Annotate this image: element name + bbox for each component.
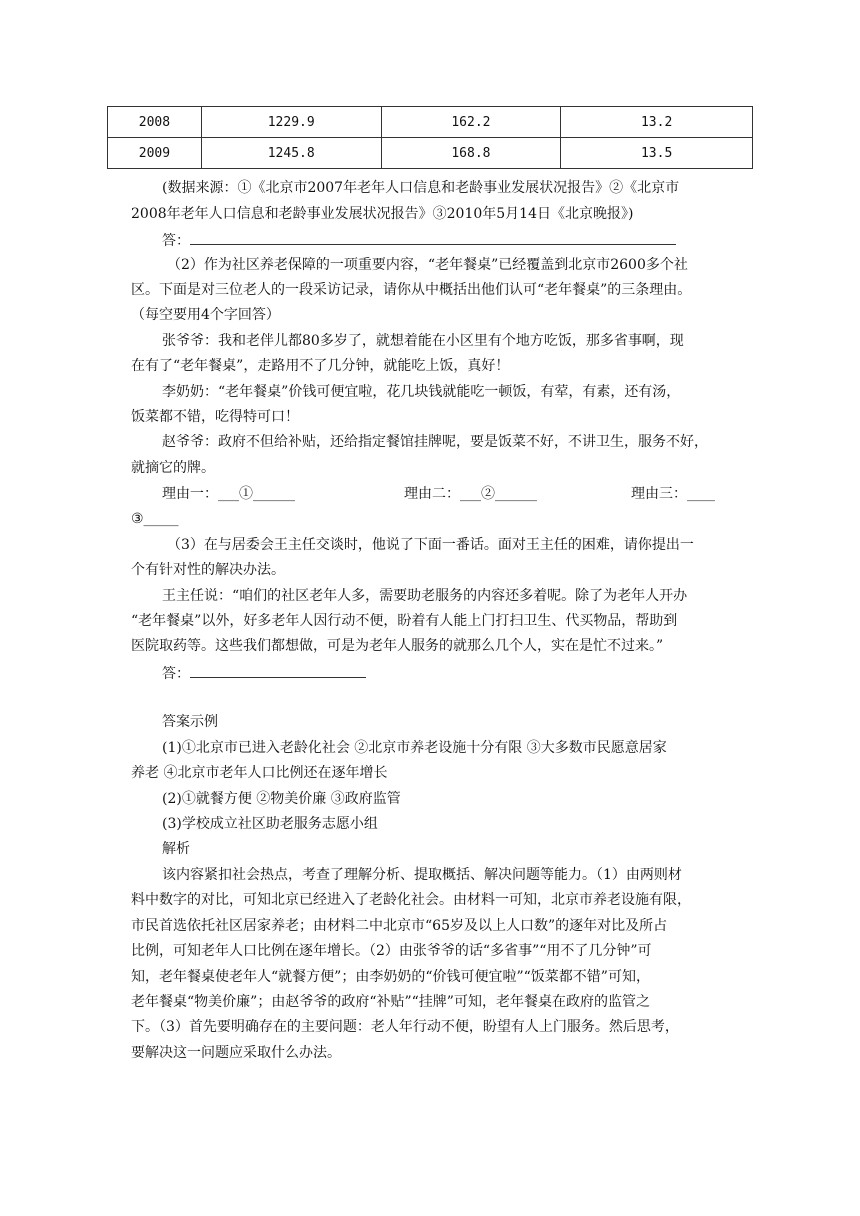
source-note-line: 2008年老年人口信息和老龄事业发展状况报告》③2010年5月14日《北京晚报》)	[131, 206, 634, 222]
interview-zhao: 赵爷爷：政府不但给补贴，还给指定餐馆挂牌呢，要是饭菜不好，不讲卫生，服务不好，	[162, 434, 708, 450]
table-row	[108, 138, 753, 169]
analysis-heading: 解析	[162, 841, 190, 857]
answer-line-1	[162, 230, 676, 250]
analysis-line: 料中数字的对比，可知北京已经进入了老龄化社会。由材料一可知，北京市养老设施有限，	[131, 892, 691, 908]
interview-zhao: 就摘它的牌。	[131, 460, 215, 476]
answer-2: (2)①就餐方便 ②物美价廉 ③政府监管	[162, 791, 401, 807]
analysis-line: 该内容紧扣社会热点，考查了理解分析、提取概括、解决问题等能力。（1）由两则材	[162, 867, 682, 883]
q3-line: 个有针对性的解决办法。	[131, 562, 285, 578]
analysis-line: 要解决这一问题应采取什么办法。	[131, 1045, 341, 1061]
table-cell: 2008	[108, 107, 202, 138]
director-wang-quote: 王主任说：“咱们的社区老年人多，需要助老服务的内容还多着呢。除了为老年人开办	[162, 588, 688, 604]
director-wang-quote: 医院取药等。这些我们都想做，可是为老年人服务的就那么几个人，实在是忙不过来。”	[131, 638, 664, 654]
table-cell: 1229.9	[201, 107, 381, 138]
answer-1: 养老 ④北京市老年人口比例还在逐年增长	[131, 765, 388, 781]
reason-3-continued[interactable]: ③_____	[131, 511, 179, 527]
q2-line: 区。下面是对三位老人的一段采访记录，请你从中概括出他们认可“老年餐桌”的三条理由。	[131, 282, 692, 298]
table-cell: 168.8	[381, 138, 561, 169]
reason-3[interactable]: 理由三：____	[631, 486, 715, 502]
table-cell: 162.2	[381, 107, 561, 138]
analysis-line: 老年餐桌“物美价廉”；由赵爷爷的政府“补贴”“挂牌”可知，老年餐桌在政府的监管之	[131, 994, 650, 1010]
analysis-line: 比例，可知老年人口比例在逐年增长。（2）由张爷爷的话“多省事”“用不了几分钟”可	[131, 943, 652, 959]
source-note-line: (数据来源：①《北京市2007年老年人口信息和老龄事业发展状况报告》②《北京市	[162, 180, 680, 196]
analysis-line: 市民首选依托社区居家养老；由材料二中北京市“65岁及以上人口数”的逐年对比及所占	[131, 918, 668, 934]
answer-1: (1)①北京市已进入老龄化社会 ②北京市养老设施十分有限 ③大多数市民愿意居家	[162, 740, 667, 756]
reason-1[interactable]: 理由一：___①______	[162, 486, 295, 502]
answer-label: 答：	[162, 233, 190, 249]
population-table	[107, 106, 753, 169]
interview-li: 饭菜都不错，吃得特可口！	[131, 409, 299, 425]
q2-line: （2）作为社区养老保障的一项重要内容，“老年餐桌”已经覆盖到北京市2600多个社	[167, 257, 688, 273]
table-cell: 13.2	[561, 107, 753, 138]
table-cell: 2009	[108, 138, 202, 169]
director-wang-quote: “老年餐桌”以外，好多老年人因行动不便，盼着有人能上门打扫卫生、代买物品，帮助到	[131, 613, 678, 629]
answer-3: (3)学校成立社区助老服务志愿小组	[162, 816, 378, 832]
q2-line: （每空要用4个字回答）	[131, 307, 280, 323]
answers-heading: 答案示例	[162, 714, 218, 730]
interview-zhang: 在有了“老年餐桌”，走路用不了几分钟，就能吃上饭，真好！	[131, 358, 510, 374]
answer-blank[interactable]	[190, 663, 366, 678]
table-cell: 1245.8	[201, 138, 381, 169]
answer-label: 答：	[162, 666, 190, 682]
analysis-line: 下。（3）首先要明确存在的主要问题：老人年行动不便，盼望有人上门服务。然后思考，	[131, 1019, 679, 1035]
reason-2[interactable]: 理由二：___②______	[404, 486, 537, 502]
interview-li: 李奶奶：“老年餐桌”价钱可便宜啦，花几块钱就能吃一顿饭，有荤，有素，还有汤，	[162, 384, 681, 400]
table-cell: 13.5	[561, 138, 753, 169]
interview-zhang: 张爷爷：我和老伴儿都80多岁了，就想着能在小区里有个地方吃饭，那多省事啊，现	[162, 333, 684, 349]
analysis-line: 知，老年餐桌使老年人“就餐方便”；由李奶奶的“价钱可便宜啦”“饭菜都不错”可知，	[131, 969, 650, 985]
q3-line: （3）在与居委会王主任交谈时，他说了下面一番话。面对王主任的困难，请你提出一	[167, 537, 694, 553]
answer-line-3	[162, 663, 366, 683]
table-row	[108, 107, 753, 138]
answer-blank[interactable]	[190, 230, 676, 245]
